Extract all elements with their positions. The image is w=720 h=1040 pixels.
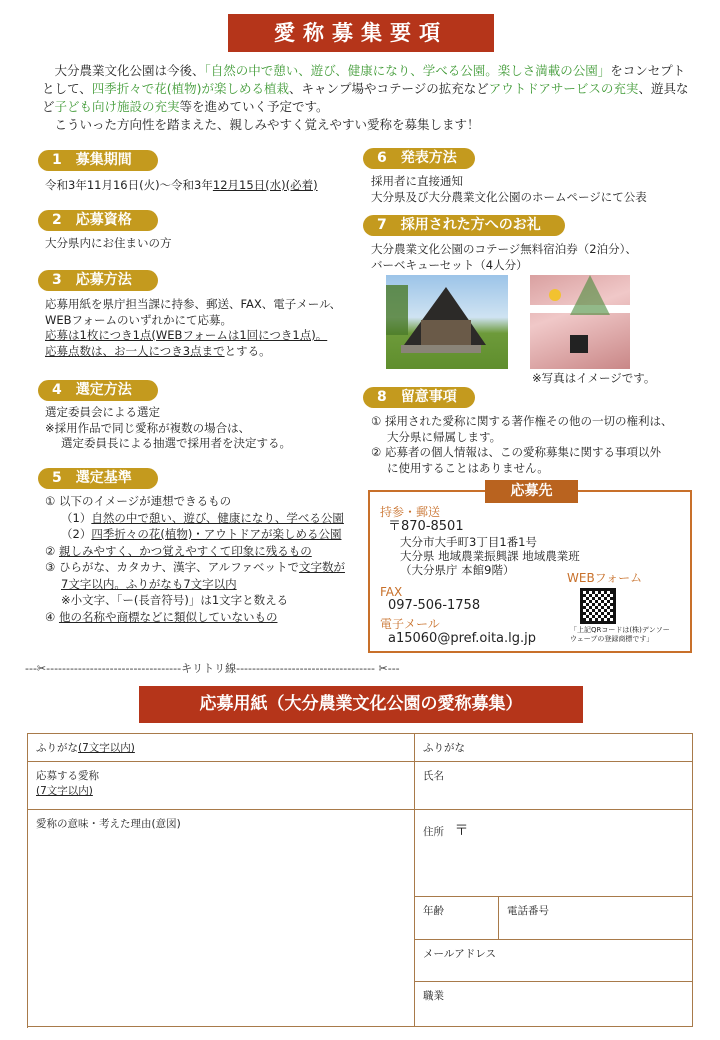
age-field[interactable]: 年齢 (415, 897, 499, 940)
section-7-heading: 7 採用された方へのお礼 (363, 215, 565, 236)
section-1-heading: 1 募集期間 (38, 150, 158, 171)
section-7-text: 大分農業文化公園のコテージ無料宿泊券（2泊分）、 バーベキューセット（4人分） (371, 242, 637, 272)
qr-code[interactable] (580, 588, 616, 624)
reason-field[interactable]: 愛称の意味・考えた理由(意図) (28, 810, 415, 1027)
cut-line: ---✂----------------------------------キリトリ線----------------------------------- ✂--- (25, 662, 400, 675)
name-field[interactable]: 氏名 (415, 762, 693, 810)
section-8-heading: 8 留意事項 (363, 387, 475, 408)
section-6-text: 採用者に直接通知 大分県及び大分農業文化公園のホームページにて公表 (371, 174, 647, 204)
form-title: 応募用紙（大分農業文化公園の愛称募集） (139, 686, 583, 723)
mail-label: 持参・郵送 (380, 505, 441, 519)
cottage-photo (386, 275, 508, 369)
section-8-text: ① 採用された愛称に関する著作権その他の一切の権利は、 大分県に帰属します。 ② 応募者の個人情報は、この愛称募集に関する事項以外 に使用することはありません。 (371, 414, 673, 475)
contact-box (368, 490, 692, 653)
section-3-heading: 3 応募方法 (38, 270, 158, 291)
section-6-heading: 6 発表方法 (363, 148, 475, 169)
occupation-field[interactable]: 職業 (415, 982, 693, 1027)
section-3-text: 応募用紙を県庁担当課に持参、郵送、FAX、電子メール、 WEBフォームのいずれかにて応募。 応募は1枚につき1点(WEBフォームは1回につき1点)。 応募点数は、お一人につき3点までとする。 (45, 297, 342, 358)
nickname-furigana-field[interactable]: ふりがな(7文字以内) (28, 734, 415, 762)
phone-field[interactable]: 電話番号 (499, 897, 693, 940)
web-form-label: WEBフォーム (567, 571, 643, 585)
email-address[interactable]: a15060@pref.oita.lg.jp (388, 631, 537, 646)
photo-caption: ※写真はイメージです。 (532, 371, 656, 385)
section-4-heading: 4 選定方法 (38, 380, 158, 401)
zip-code: 〒870-8501 (388, 519, 464, 534)
intro-text: 大分農業文化公園は今後、「自然の中で憩い、遊び、健康になり、学べる公園。楽しさ満載の公園」をコンセプトとして、四季折々で花(植物)が楽しめる植栽、キャンプ場やコテージの拡充などアウトドアサービスの充実、遊具など子ども向け施設の充実等を進めていく予定です。 こういった方向性を踏まえた、親しみやすく覚えやすい愛称を募集します！ (42, 63, 689, 132)
application-form (27, 733, 693, 1027)
section-2-text: 大分県内にお住まいの方 (45, 236, 172, 250)
applicant-furigana-field[interactable]: ふりがな (415, 734, 693, 762)
address: 大分市大手町3丁目1番1号 大分県 地域農業振興課 地域農業班 （大分県庁 本館9階） (400, 535, 580, 577)
bbq-photo (530, 275, 630, 369)
nickname-field[interactable]: 応募する愛称 (7文字以内) (28, 762, 415, 810)
section-4-text: 選定委員会による選定 ※採用作品で同じ愛称が複数の場合は、 選定委員長による抽選で採用者を決定する。 (45, 405, 291, 450)
email-label: 電子メール (380, 617, 440, 631)
contact-heading: 応募先 (485, 480, 578, 503)
fax-number: 097-506-1758 (388, 598, 481, 613)
section-1-text: 令和3年11月16日(火)～令和3年12月15日(水)(必着) (45, 178, 318, 192)
address-field[interactable]: 住所 〒 (415, 810, 693, 897)
section-5-heading: 5 選定基準 (38, 468, 158, 489)
qr-note: 「上記QRコードは(株)デンソー ウェーブの登録商標です」 (570, 626, 670, 643)
fax-label: FAX (380, 585, 403, 599)
page-title: 愛称募集要項 (228, 14, 494, 52)
email-field[interactable]: メールアドレス (415, 940, 693, 982)
section-2-heading: 2 応募資格 (38, 210, 158, 231)
section-5-text: ① 以下のイメージが連想できるもの （1）自然の中で憩い、遊び、健康になり、学べる公園 （2）四季折々の花(植物)・アウトドアが楽しめる公園 ② 親しみやすく、かつ覚えやすくて印象に残るもの ③ ひらがな、カタカナ、漢字、アルファベットで文字数が 7文字以内。ふりがなも7文字以内 ※小文字、「ー(長音符号)」は1文字と数える ④ 他の名称や商標などに類似していないもの (45, 494, 345, 624)
